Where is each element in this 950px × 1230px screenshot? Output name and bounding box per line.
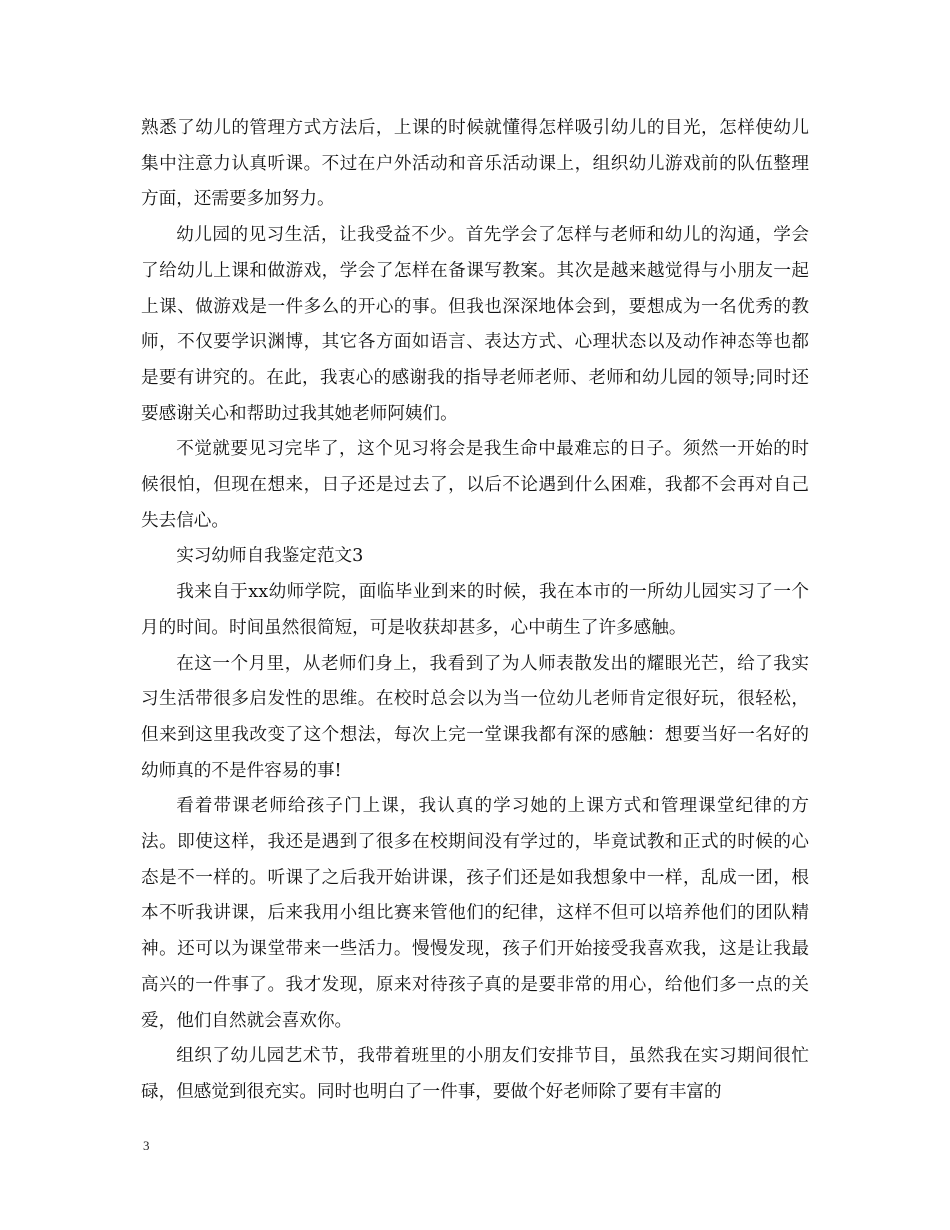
paragraph-3: 不觉就要见习完毕了，这个见习将会是我生命中最难忘的日子。须然一开始的时候很怕，但现在想来，日子还是过去了，以后不论遇到什么困难，我都不会再对自己失去信心。	[141, 439, 809, 531]
document-body	[141, 111, 809, 1111]
paragraph-2: 幼儿园的见习生活，让我受益不少。首先学会了怎样与老师和幼儿的沟通，学会了给幼儿上课和做游戏，学会了怎样在备课写教案。其次是越来越觉得与小朋友一起上课、做游戏是一件多么的开心的事。但我也深深地体会到，要想成为一名优秀的教师，不仅要学识渊博，其它各方面如语言、表达方式、心理状态以及动作神态等也都是要有讲究的。在此，我衷心的感谢我的指导老师老师、老师和幼儿园的领导;同时还要感谢关心和帮助过我其她老师阿姨们。	[141, 225, 809, 424]
paragraph-4: 我来自于xx幼师学院，面临毕业到来的时候，我在本市的一所幼儿园实习了一个月的时间。时间虽然很简短，可是收获却甚多，心中萌生了许多感触。	[141, 582, 809, 638]
paragraph-5: 在这一个月里，从老师们身上，我看到了为人师表散发出的耀眼光芒，给了我实习生活带很多启发性的思维。在校时总会以为当一位幼儿老师肯定很好玩，很轻松，但来到这里我改变了这个想法，每次上完一堂课我都有深的感触：想要当好一名好的幼师真的不是件容易的事!	[141, 653, 809, 781]
section-heading: 实习幼师自我鉴定范文3	[176, 546, 364, 567]
paragraph-6: 看着带课老师给孩子门上课，我认真的学习她的上课方式和管理课堂纪律的方法。即使这样，我还是遇到了很多在校期间没有学过的，毕竟试教和正式的时候的心态是不一样的。听课了之后我开始讲课，孩子们还是如我想象中一样，乱成一团，根本不听我讲课，后来我用小组比赛来管他们的纪律，这样不但可以培养他们的团队精神。还可以为课堂带来一些活力。慢慢发现，孩子们开始接受我喜欢我，这是让我最高兴的一件事了。我才发现，原来对待孩子真的是要非常的用心，给他们多一点的关爱，他们自然就会喜欢你。	[141, 796, 809, 1031]
paragraph-1: 熟悉了幼儿的管理方式方法后，上课的时候就懂得怎样吸引幼儿的目光，怎样使幼儿集中注意力认真听课。不过在户外活动和音乐活动课上，组织幼儿游戏前的队伍整理方面，还需要多加努力。	[141, 118, 809, 210]
paragraph-7: 组织了幼儿园艺术节，我带着班里的小朋友们安排节目，虽然我在实习期间很忙碌，但感觉到很充实。同时也明白了一件事，要做个好老师除了要有丰富的	[141, 1046, 809, 1102]
page-number: 3	[143, 1138, 150, 1153]
